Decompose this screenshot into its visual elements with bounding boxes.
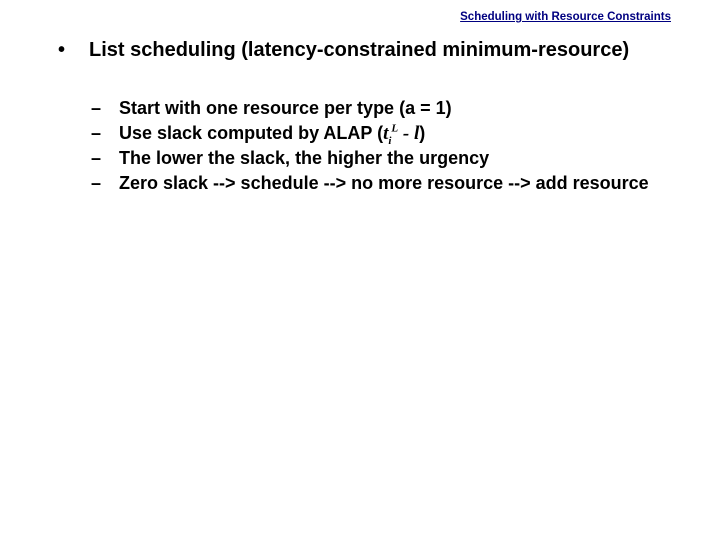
slack-formula [383,122,420,147]
formula-minus: - [398,123,414,144]
dash-marker: – [91,148,102,168]
sub-bullet-item [91,171,651,196]
dash-marker: – [91,123,102,143]
sub-bullet-text: Start with one resource per type (a = 1) [119,98,452,118]
main-bullet [58,38,658,63]
formula-superscript: L [391,122,399,135]
sub-bullet-text: Zero slack --> schedule --> no more resource --> add resource [119,173,649,193]
dash-marker: – [91,173,102,193]
formula-var-t: t [383,123,389,144]
slack-text-prefix: Use slack computed by ALAP ( [119,123,384,143]
main-bullet-text: List scheduling (latency-constrained minimum-resource) [89,39,630,61]
sub-bullet-item [91,146,651,171]
sub-bullet-item [91,96,651,121]
formula-var-l: l [413,123,420,144]
sub-bullet-text: The lower the slack, the higher the urgency [119,148,490,168]
formula-subscript: i [388,134,392,147]
dash-marker: – [91,98,102,118]
sub-bullet-item [91,121,651,146]
bullet-marker: • [58,39,66,61]
sub-bullet-text [119,122,426,147]
slide-header-title: Scheduling with Resource Constraints [460,11,671,23]
slack-text-suffix: ) [419,123,426,143]
sub-bullet-list [91,96,651,196]
